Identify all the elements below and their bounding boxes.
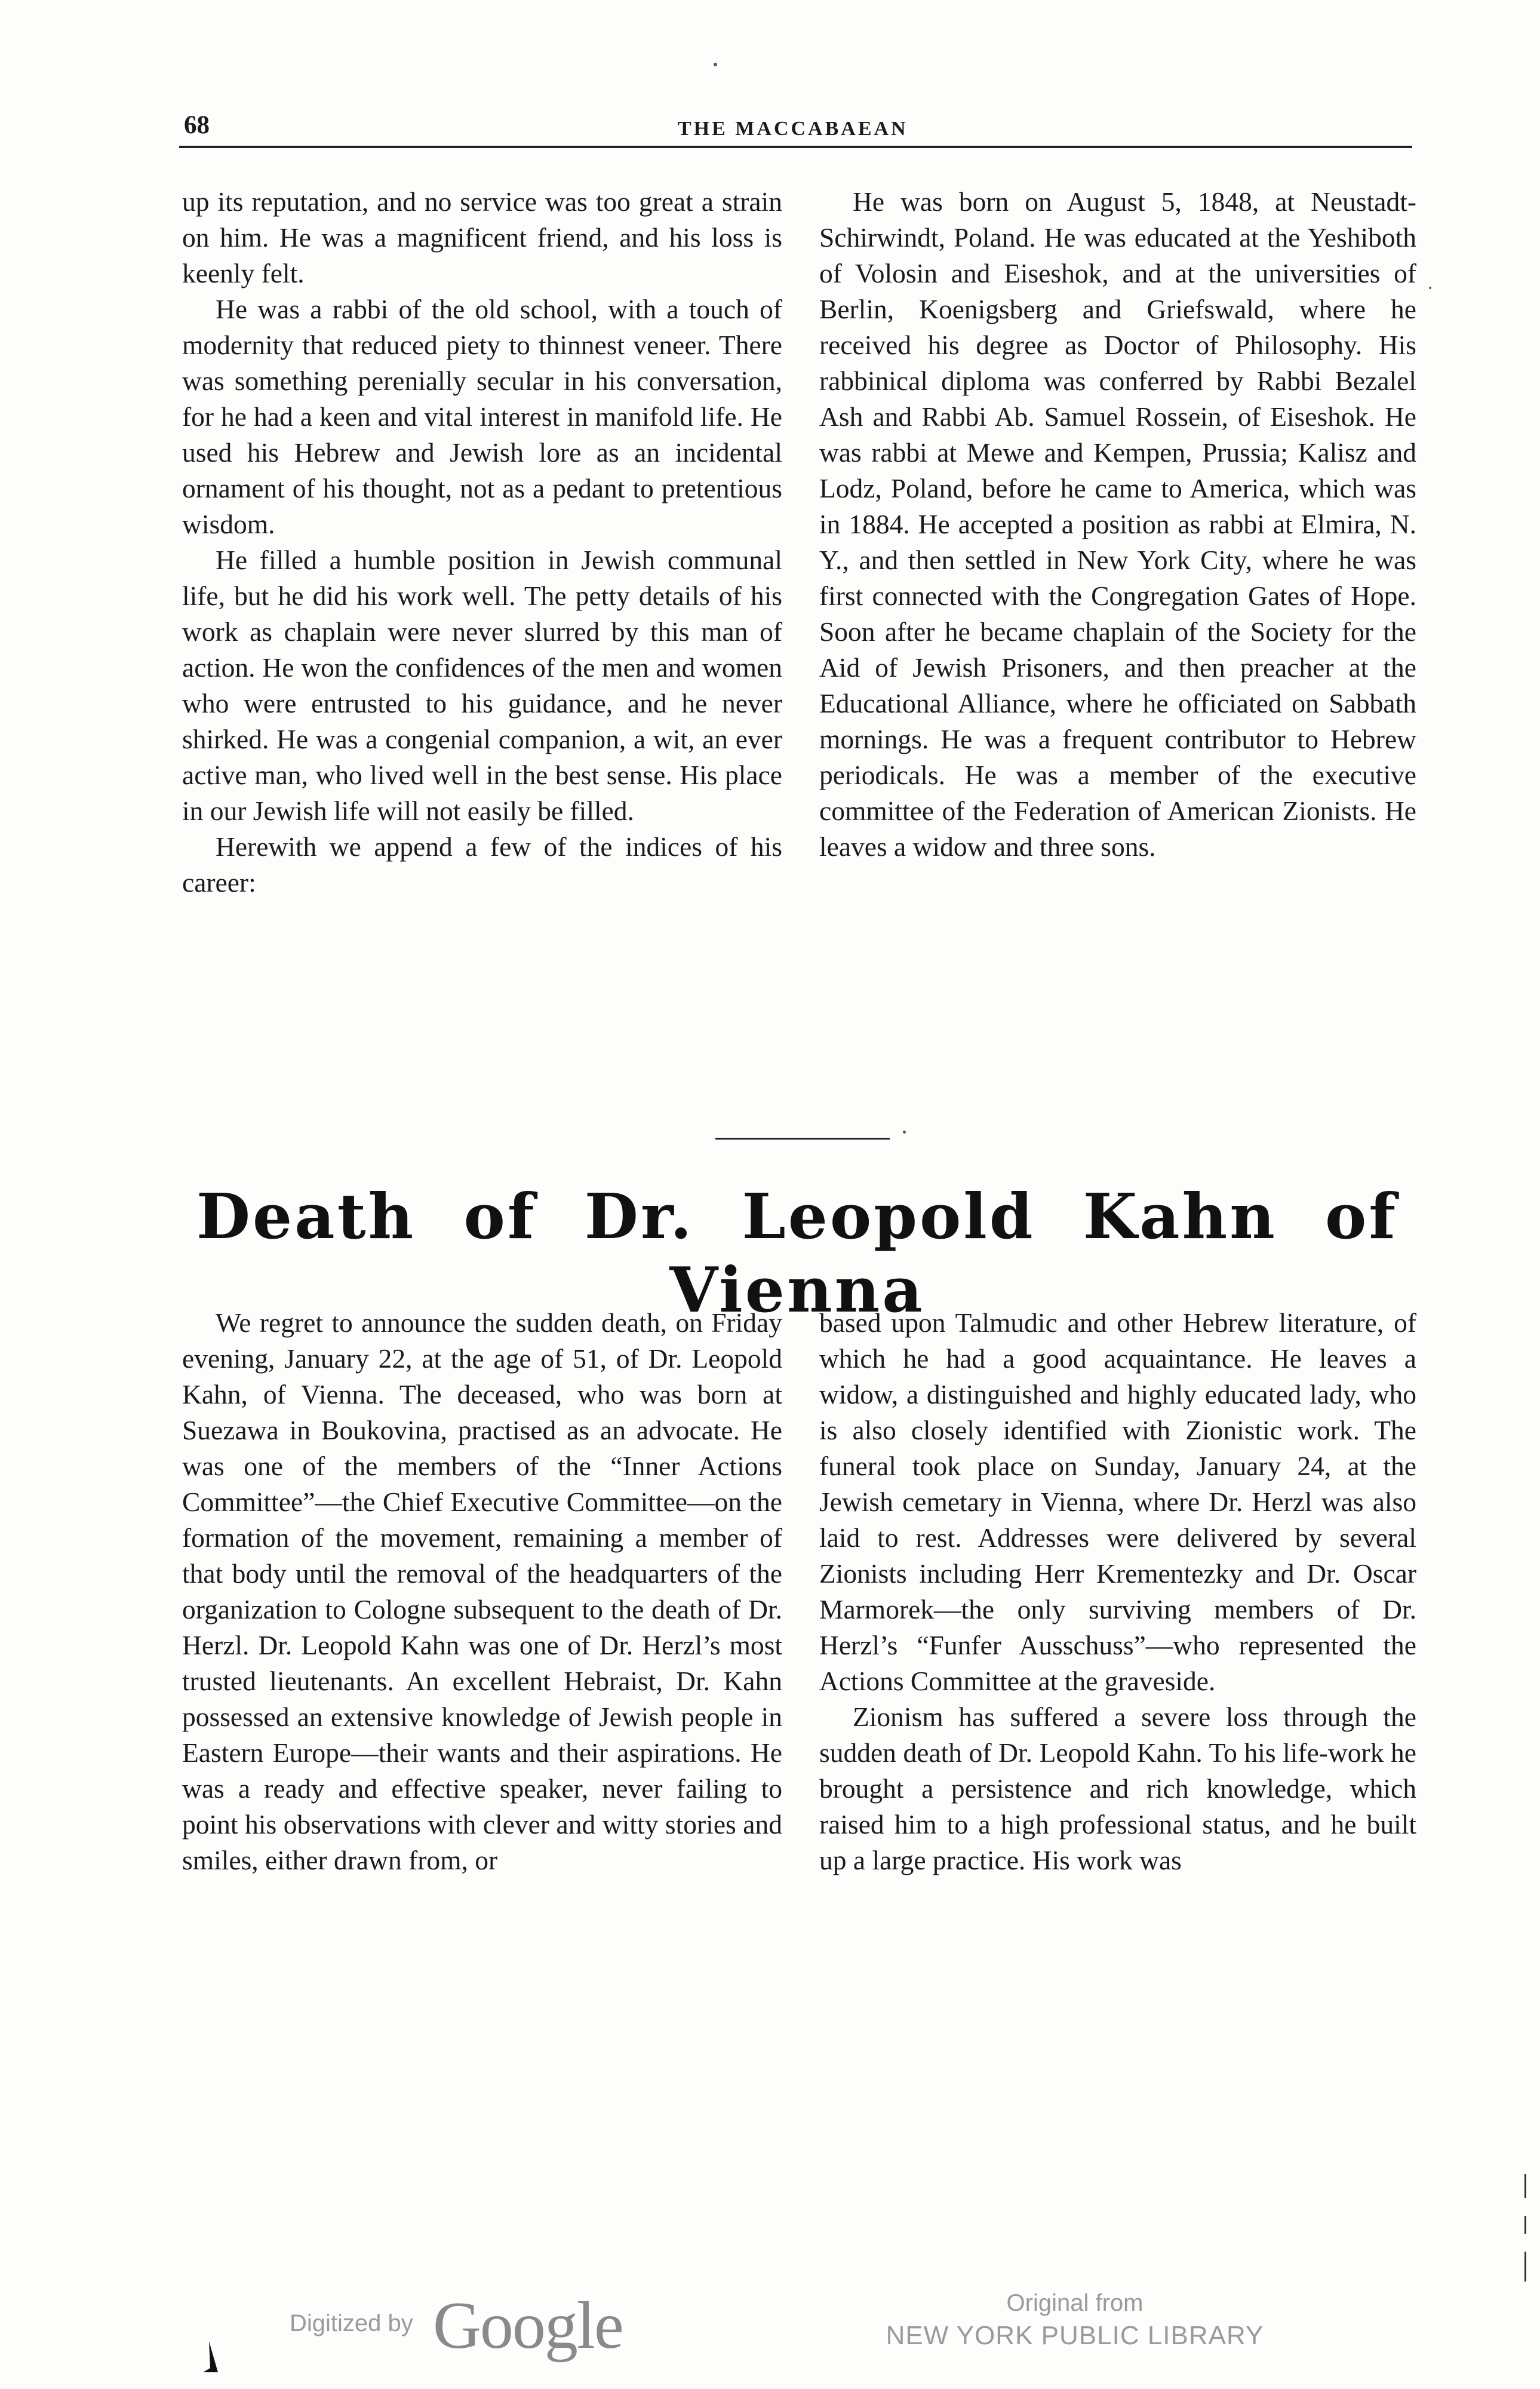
paragraph: Zionism has suffered a severe loss through the sudden death of Dr. Leopold Kahn. To his life-work he brought a persistence and rich knowledge, which raised him to a high professional status, and he built up a large practice. His work was	[819, 1702, 1416, 1875]
paragraph: He was a rabbi of the old school, with a touch of modernity that reduced piety to thinnest veneer. There was something perenially secular in his conversation, for he had a keen and vital interest in manifold life. He used his Hebrew and Jewish lore as an incidental ornament of his thought, not as a pedant to pretentious wisdom.	[182, 294, 782, 539]
scan-corner-mark	[191, 2335, 227, 2377]
paragraph: He was born on August 5, 1848, at Neustadt-Schirwindt, Poland. He was educated at the Yeshiboth of Volosin and Eiseshok, and at the universities of Berlin, Koenigsberg and Griefswald, where he received his degree as Doctor of Philosophy. His rabbinical diploma was conferred by Rabbi Bezalel Ash and Rabbi Ab. Samuel Rossein, of Eiseshok. He was rabbi at Mewe and Kempen, Prussia; Kalisz and Lodz, Poland, before he came to America, which was in 1884. He accepted a position as rabbi at Elmira, N. Y., and then settled in New York City, where he was first connected with the Congregation Gates of Hope. Soon after he became chaplain of the Society for the Aid of Jewish Prisoners, and then preacher at the Educational Alliance, where he officiated on Sabbath mornings. He was a frequent contributor to Hebrew periodicals. He was a member of the executive committee of the Federation of American Zionists. He leaves a widow and three sons.	[819, 186, 1416, 862]
scan-speck	[903, 1131, 906, 1134]
original-from-label: Original from	[1006, 2290, 1144, 2316]
google-logo: Google	[433, 2289, 623, 2363]
page-footer	[0, 2287, 1540, 2371]
section-divider	[715, 1138, 890, 1140]
digitized-by-label: Digitized by	[290, 2310, 413, 2336]
paragraph: based upon Talmudic and other Hebrew literature, of which he had a good acquaintance. He leaves a widow, a distinguished and highly educated lady, who is also closely identified with Zionistic work. The funeral took place on Sunday, January 24, at the Jewish cemetary in Vienna, where Dr. Herzl was also laid to rest. Addresses were delivered by several Zionists including Herr Krementezky and Dr. Oscar Marmorek—the only surviving members of Dr. Herzl’s “Funfer Ausschuss”—who represented the Actions Committee at the graveside.	[819, 1307, 1416, 1696]
source-attribution	[884, 2287, 1266, 2353]
page-number: 68	[184, 111, 210, 139]
library-name: NEW YORK PUBLIC LIBRARY	[886, 2321, 1264, 2350]
scan-speck	[714, 63, 717, 66]
paragraph: We regret to announce the sudden death, on Friday evening, January 22, at the age of 51, of Dr. Leopold Kahn, of Vienna. The deceased, who was born at Suezawa in Boukovina, practised as an advocate. He was one of the members of the “Inner Actions Committee”—the Chief Executive Committee—on the formation of the movement, remaining a member of that body until the removal of the headquarters of the organization to Cologne subsequent to the death of Dr. Herzl. Dr. Leopold Kahn was one of Dr. Herzl’s most trusted lieutenants. An excellent Hebraist, Dr. Kahn possessed an extensive knowledge of Jewish people in Eastern Europe—their wants and their aspirations. He was a ready and effective speaker, never failing to point his observations with clever and witty stories and smiles, either drawn from, or	[182, 1307, 782, 1875]
paragraph: Herewith we append a few of the indices of his career:	[182, 831, 782, 898]
paragraph: up its reputation, and no service was too great a strain on him. He was a magnificent friend, and his loss is keenly felt.	[182, 186, 782, 288]
article-headline: Death of Dr. Leopold Kahn of Vienna	[196, 1180, 1398, 1326]
article2-column-right	[819, 1305, 1416, 1878]
article1-column-right	[819, 184, 1416, 865]
running-title: THE MACCABAEAN	[678, 118, 908, 140]
page-header	[179, 110, 1409, 148]
paragraph: He filled a humble position in Jewish communal life, but he did his work well. The petty details of his work as chaplain were never slurred by this man of action. He won the confidences of the men and women who were entrusted to his guidance, and he never shirked. He was a congenial companion, a wit, an ever active man, who lived well in the best sense. His place in our Jewish life will not easily be filled.	[182, 545, 782, 826]
article2-column-left	[182, 1305, 782, 1878]
header-rule	[179, 146, 1412, 148]
article1-column-left	[182, 184, 782, 901]
scan-speck	[1429, 287, 1431, 289]
scan-edge-mark	[1524, 2174, 1527, 2293]
